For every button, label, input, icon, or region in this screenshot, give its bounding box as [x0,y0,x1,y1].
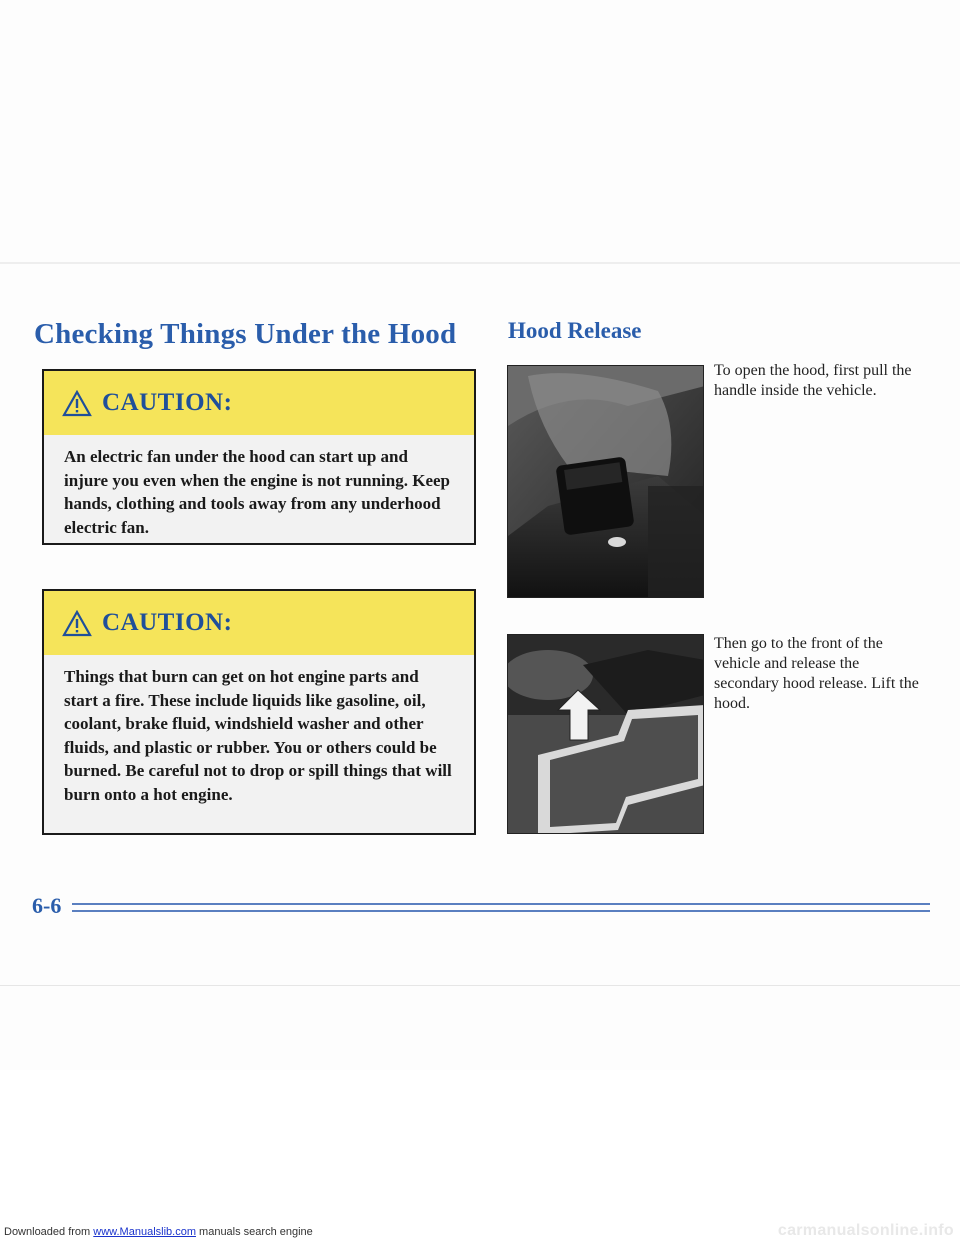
handle-photo-illustration [508,366,704,598]
caution-box-fire [42,589,476,835]
page-number: 6-6 [32,893,62,918]
hood-release-title: Hood Release [508,318,642,343]
download-prefix: Downloaded from [4,1226,94,1238]
footer-rule [72,903,930,905]
manualslib-link[interactable]: www.Manualslib.com [93,1226,196,1238]
grille-photo-illustration [508,635,704,834]
caution-text: An electric fan under the hood can start up and injure you even when the engine is not running. Keep hands, clothing and tools away from any underhood electric fan. [64,447,451,537]
hood-step-2-text: Then go to the front of the vehicle and release the secondary hood release. Lift the hood. [714,635,919,712]
caution-header [44,371,474,435]
caution-text: Things that burn can get on hot engine parts and start a fire. These include liquids like gasoline, oil, coolant, brake fluid, windshield washer and other fluids, and plastic or rubber. You or others could be burned. Be careful not to drop or spill things that will burn onto a hot engine. [64,667,452,804]
warning-triangle-icon [62,390,92,417]
hood-release-handle-photo [507,365,704,598]
download-suffix: manuals search engine [195,1226,313,1238]
secondary-release-photo [507,634,704,834]
footer-rule [72,910,930,912]
caution-box-fan [42,369,476,545]
section-title: Checking Things Under the Hood [34,318,457,350]
download-credit [4,1226,313,1238]
warning-triangle-icon [62,610,92,637]
caution-header [44,591,474,655]
hood-step-1-text: To open the hood, first pull the handle inside the vehicle. [714,362,912,399]
bottom-divider [0,985,960,986]
top-divider [0,262,960,264]
watermark: carmanualsonline.info [777,1222,954,1239]
caution-label: CAUTION: [102,609,233,636]
caution-label: CAUTION: [102,389,233,416]
